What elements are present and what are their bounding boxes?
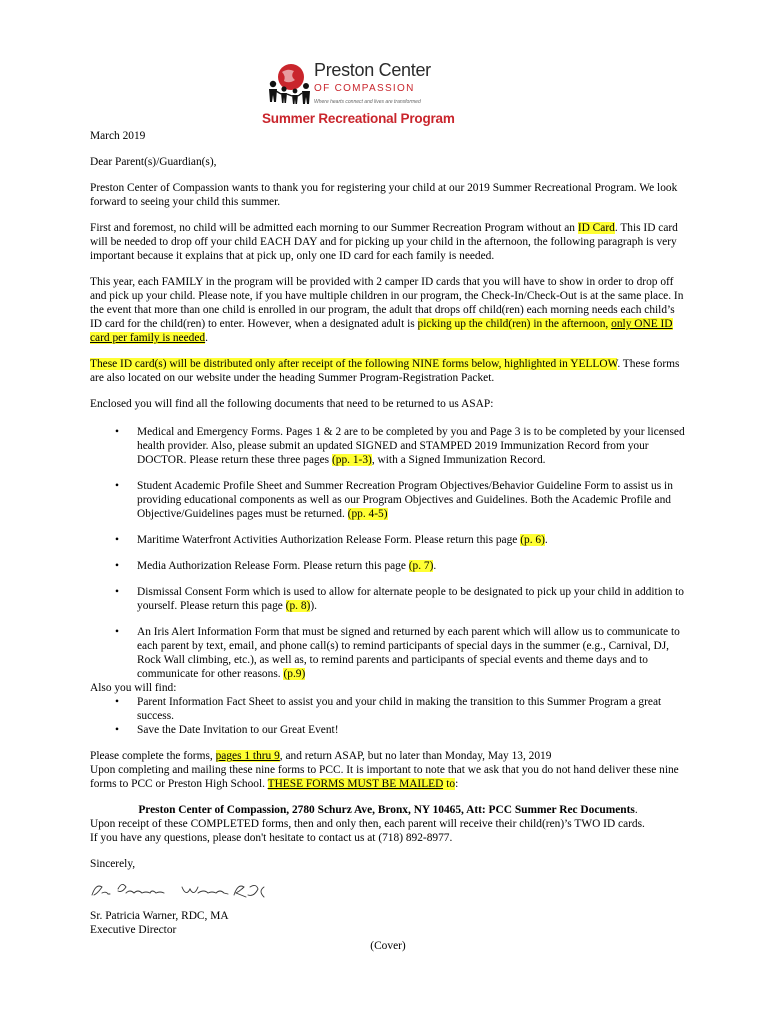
signer-title: Executive Director: [90, 924, 177, 936]
highlight: (p. 6): [520, 534, 545, 546]
highlight: (p. 7): [408, 560, 434, 572]
closing: Sincerely,: [90, 858, 136, 870]
text: , with a Signed Immunization Record.: [371, 454, 546, 466]
paragraph-instructions: [90, 749, 686, 791]
logo-subtitle: OF COMPASSION: [314, 83, 415, 94]
address-text: Preston Center of Compassion, 2780 Schurz Ave, Bronx, NY 10465, Att: PCC Summer Rec Documents: [138, 804, 635, 816]
list-item: [137, 479, 686, 521]
handwritten-signature: [90, 883, 686, 905]
family-globe-icon: [264, 62, 314, 112]
paragraph-family-cards: [90, 275, 686, 345]
text: .: [634, 804, 638, 816]
text: Dismissal Consent Form which is used to allow for alternate people to be designated to pick up your child in addition to yourself. Please return this page: [137, 586, 684, 612]
highlight: (pp. 4-5): [347, 508, 388, 520]
text: . These forms are also located on our website under the heading Summer Program-Registration Packet.: [90, 358, 680, 384]
signer-name: Sr. Patricia Warner, RDC, MA: [90, 910, 229, 922]
text: Student Academic Profile Sheet and Summer Recreation Program Objectives/Behavior Guideline Form to assist us in providing educational components as well as our Program Objectives and Guidelines. Both the Academic Profile and Objective/Guidelines pages must be returned.: [137, 480, 673, 520]
forms-list: [90, 425, 686, 681]
highlight: picking up the child(ren) in the afternoon,: [417, 318, 612, 330]
program-heading: Summer Recreational Program: [262, 111, 455, 126]
highlight: (p.9): [283, 668, 306, 680]
list-item: [137, 625, 686, 681]
text: . This ID card will be needed to drop off your child EACH DAY and for picking up your child in the afternoon, the following paragraph is very important because it explains that at pick up, only one ID card for each family is needed.: [90, 222, 678, 262]
text: ).: [310, 600, 318, 612]
text: First and foremost, no child will be admitted each morning to our Summer Recreation Program without an: [90, 222, 578, 234]
text: Media Authorization Release Form. Please return this page: [137, 560, 409, 572]
list-item: [137, 559, 686, 573]
organization-logo: [262, 60, 455, 130]
highlight: These ID card(s) will be distributed only after receipt of the following NINE forms below, highlighted in YELLOW: [90, 358, 618, 370]
cover-label: (Cover): [370, 940, 406, 952]
text: :: [455, 778, 459, 790]
text: Medical and Emergency Forms. Pages 1 & 2 are to be completed by you and Page 3 is to be completed by your licensed health provider. Also, please submit an updated SIGNED and STAMPED 2019 Immunization Record from your DOCTOR. Please return these three pages: [137, 426, 685, 466]
text: This year, each FAMILY in the program will be provided with 2 camper ID cards that you will have to show in order to drop off and pick up your child. Please note, if you have multiple children in our program, the Check-In/Check-Out is at the same place. In the event that more than one child is enrolled in our program, the adult that drops off child(ren) each morning needs each child’s ID card for the child(ren) to enter. However, when a designated adult is: [90, 276, 684, 330]
text: An Iris Alert Information Form that must be signed and returned by each parent which will allow us to communicate to each parent by text, email, and phone call(s) to remind participants of special days in the summer (e.g., Carnival, DJ, Rock Wall climbing, etc.), as well as, to remind parents and participants of special events and theme days and to communicate for other reasons.: [137, 626, 680, 680]
list-item: [137, 425, 686, 467]
text: Upon completing and mailing these nine forms to PCC. It is important to note that we ask that you do not hand deliver these nine forms to PCC or Preston High School.: [90, 764, 679, 790]
contact-note: If you have any questions, please don't hesitate to contact us at (718) 892-8977.: [90, 832, 453, 844]
text: .: [205, 332, 208, 344]
list-item: • Parent Information Fact Sheet to assist you and your child in making the transition to this Summer Program a great success.: [137, 695, 686, 723]
highlight: ID Card: [577, 222, 615, 234]
text: , and return ASAP, but no later than Monday, May 13, 2019: [279, 750, 552, 762]
salutation: Dear Parent(s)/Guardian(s),: [90, 156, 217, 168]
list-item: [137, 533, 686, 547]
highlight-underlined: pages 1 thru 9: [215, 750, 280, 762]
signature-icon: [88, 879, 288, 901]
also-find-list: [90, 695, 686, 737]
paragraph-id-card: [90, 221, 686, 263]
highlight: (pp. 1-3): [331, 454, 372, 466]
logo-tagline: Where hearts connect and lives are transformed: [314, 99, 421, 105]
letter-date: March 2019: [90, 130, 146, 142]
paragraph-distribution: [90, 357, 686, 385]
text: Maritime Waterfront Activities Authorization Release Form. Please return this page: [137, 534, 521, 546]
list-item: [137, 585, 686, 613]
mailing-address: [90, 803, 686, 817]
list-item: • Save the Date Invitation to our Great Event!: [137, 723, 686, 737]
text: Please complete the forms,: [90, 750, 216, 762]
letter-body: [90, 129, 686, 953]
text: .: [433, 560, 437, 572]
highlight: (p. 8): [285, 600, 311, 612]
also-find-label: Also you will find:: [90, 682, 177, 694]
text: .: [544, 534, 548, 546]
paragraph-thanks: Preston Center of Compassion wants to thank you for registering your child at our 2019 Summer Recreational Program. We look forward to seeing your child this summer.: [90, 182, 678, 208]
highlight-underlined: only ONE ID card per family is needed: [90, 318, 673, 344]
highlight: to: [443, 778, 456, 790]
paragraph-enclosed: Enclosed you will find all the following documents that need to be returned to us ASAP:: [90, 398, 494, 410]
logo-title: Preston Center: [314, 60, 431, 80]
receipt-note: Upon receipt of these COMPLETED forms, then and only then, each parent will receive their child(ren)’s TWO ID cards.: [90, 818, 645, 830]
highlight-underlined: THESE FORMS MUST BE MAILED: [267, 778, 444, 790]
